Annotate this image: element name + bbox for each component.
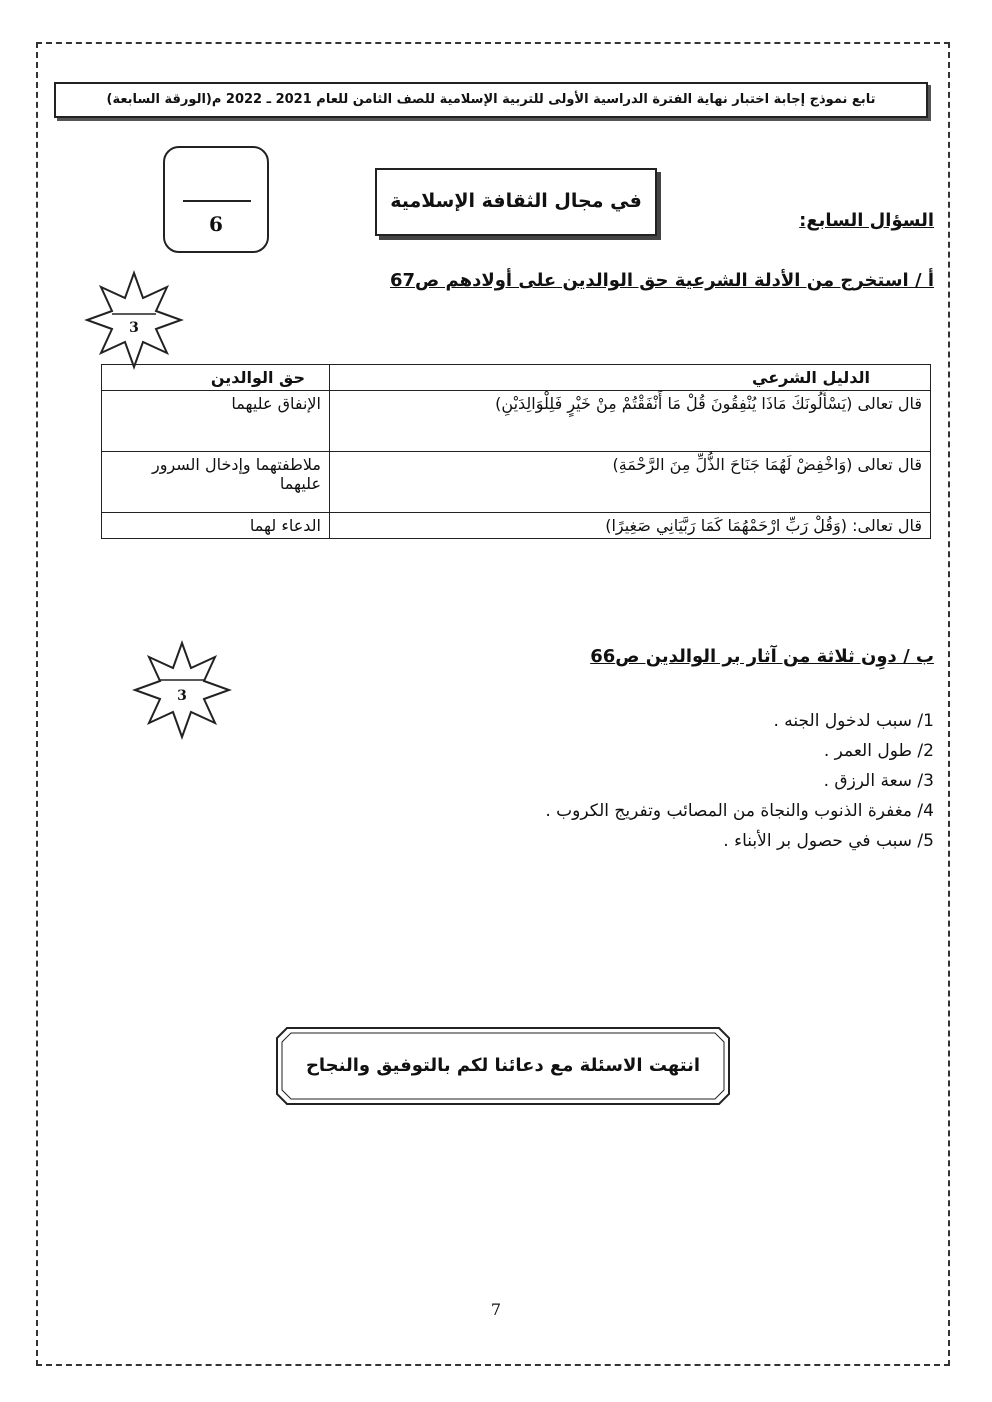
section-title: في مجال الثقافة الإسلامية <box>375 168 657 236</box>
header-parents-right: حق الوالدين <box>102 365 330 391</box>
question-label: السؤال السابع: <box>799 210 934 231</box>
right-cell: ملاطفتهما وإدخال السرور عليهما <box>102 452 330 513</box>
list-item: 3/ سعة الرزق . <box>823 771 934 791</box>
list-item: 5/ سبب في حصول بر الأبناء . <box>723 831 934 851</box>
header-evidence: الدليل الشرعي <box>330 365 931 391</box>
evidence-table <box>101 364 931 539</box>
table-header-row <box>102 365 931 391</box>
table-row <box>102 452 931 513</box>
part-a-prompt: أ / استخرج من الأدلة الشرعية حق الوالدين على أولادهم ص67 <box>389 270 934 291</box>
evidence-cell: قال تعالى (يَسْأَلُونَكَ مَاذَا يُنْفِقُونَ قُلْ مَا أَنْفَقْتُمْ مِنْ خَيْرٍ فَلِلْوَالِدَيْنِ) <box>330 391 931 452</box>
part-b-marks: 3 <box>177 688 187 704</box>
total-score-box <box>163 146 269 253</box>
closing-message: انتهت الاسئلة مع دعائنا لكم بالتوفيق والنجاح <box>305 1055 701 1076</box>
part-a-marks-star <box>84 270 184 370</box>
closing-message-box <box>275 1026 731 1106</box>
right-cell: الدعاء لهما <box>102 513 330 539</box>
part-b-prompt: ب / دوِن ثلاثة من آثار بر الوالدين ص66 <box>590 646 934 667</box>
total-score: 6 <box>209 212 223 236</box>
list-item: 4/ مغفرة الذنوب والنجاة من المصائب وتفريج الكروب . <box>545 801 934 821</box>
page-header: تابع نموذج إجابة اختبار نهاية الفترة الدراسية الأولى للتربية الإسلامية للصف الثامن للعام 2021 ـ 2022 م(الورقة السابعة) <box>54 82 928 118</box>
list-item: 1/ سبب لدخول الجنه . <box>773 711 934 731</box>
score-divider <box>183 200 251 202</box>
effects-list <box>545 706 934 856</box>
page-number: 7 <box>490 1300 502 1319</box>
part-a-marks: 3 <box>129 320 139 336</box>
evidence-cell: قال تعالى (وَاخْفِضْ لَهُمَا جَنَاحَ الذُّلِّ مِنَ الرَّحْمَةِ) <box>330 452 931 513</box>
evidence-cell: قال تعالى: (وَقُلْ رَبِّ ارْحَمْهُمَا كَمَا رَبَّيَانِي صَغِيرًا) <box>330 513 931 539</box>
part-b-marks-star <box>132 640 232 740</box>
table-row <box>102 391 931 452</box>
table-row <box>102 513 931 539</box>
right-cell: الإنفاق عليهما <box>102 391 330 452</box>
list-item: 2/ طول العمر . <box>823 741 934 761</box>
